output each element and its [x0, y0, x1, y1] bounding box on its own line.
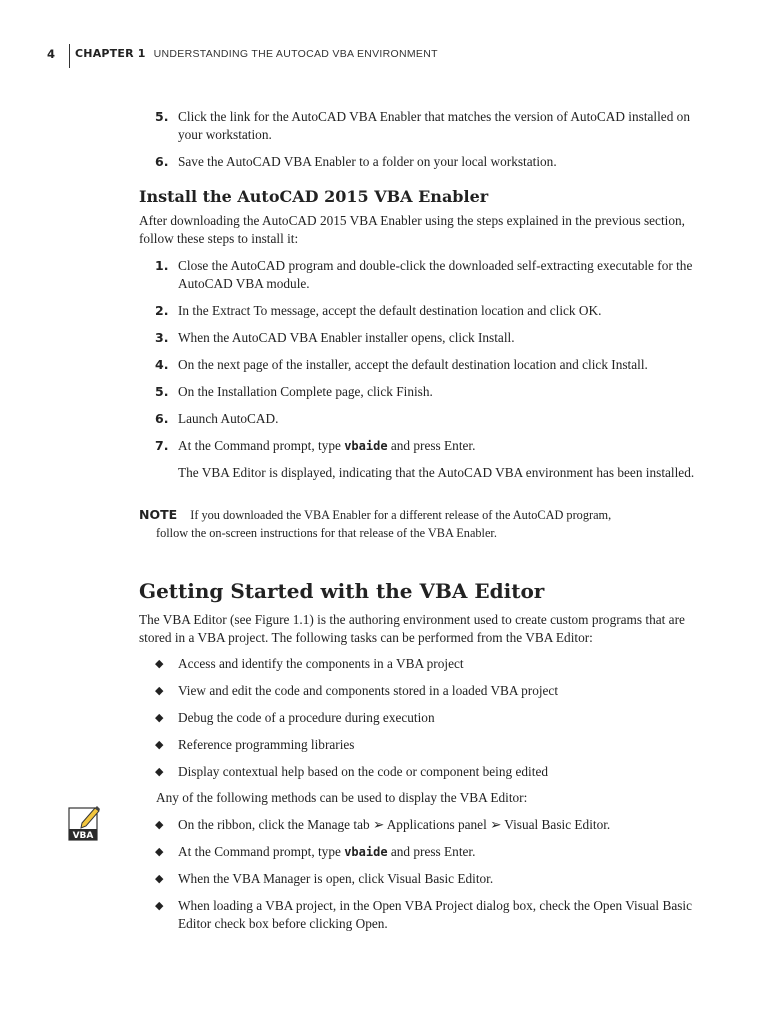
- command-code: vbaide: [344, 439, 388, 453]
- bullet-icon: ◆: [155, 900, 164, 912]
- step-result: [155, 464, 715, 482]
- method-text: On the ribbon, click the Manage tab ➢ Applications panel ➢ Visual Basic Editor.: [178, 817, 611, 832]
- list-item: [155, 843, 715, 861]
- step-text-pre: At the Command prompt, type: [178, 438, 345, 453]
- download-steps-list: [155, 108, 715, 171]
- note-text-line1: If you downloaded the VBA Enabler for a different release of the AutoCAD program,: [190, 508, 612, 522]
- step-text: Launch AutoCAD.: [178, 411, 279, 426]
- step-number: 6.: [155, 154, 169, 169]
- step-text: Save the AutoCAD VBA Enabler to a folder on your local workstation.: [178, 154, 557, 169]
- list-item: [155, 108, 715, 144]
- bullet-icon: ◆: [155, 766, 164, 778]
- step-text: Click the link for the AutoCAD VBA Enabler that matches the version of AutoCAD installed on your workstation.: [178, 109, 690, 142]
- command-code: vbaide: [344, 845, 388, 859]
- chapter-label: CHAPTER 1: [75, 47, 146, 60]
- task-text: View and edit the code and components stored in a loaded VBA project: [178, 683, 559, 698]
- list-item: [155, 356, 715, 374]
- step-number: 4.: [155, 357, 169, 372]
- method-text: When the VBA Manager is open, click Visual Basic Editor.: [178, 871, 494, 886]
- task-list: [155, 655, 715, 781]
- running-header: [47, 44, 438, 70]
- step-number: 5.: [155, 384, 169, 399]
- install-intro: After downloading the AutoCAD 2015 VBA Enabler using the steps explained in the previous section, follow these steps to install it:: [139, 213, 685, 246]
- list-item: [155, 302, 715, 320]
- task-text: Reference programming libraries: [178, 737, 355, 752]
- step-number: 7.: [155, 438, 169, 453]
- getting-started-intro: The VBA Editor (see Figure 1.1) is the authoring environment used to create custom programs that are stored in a VBA project. The following tasks can be performed from the VBA Editor:: [139, 612, 685, 645]
- step-number: 2.: [155, 303, 169, 318]
- list-item: [155, 709, 715, 727]
- list-item: [155, 410, 715, 428]
- vba-icon-label: VBA: [72, 831, 94, 841]
- step-text: In the Extract To message, accept the default destination location and click OK.: [178, 303, 602, 318]
- list-item: [155, 329, 715, 347]
- step-number: 5.: [155, 109, 169, 124]
- header-divider: [69, 44, 70, 68]
- bullet-icon: ◆: [155, 658, 164, 670]
- methods-intro: Any of the following methods can be used to display the VBA Editor:: [156, 790, 528, 805]
- bullet-icon: ◆: [155, 712, 164, 724]
- step-text: Close the AutoCAD program and double-click the downloaded self-extracting executable for the AutoCAD VBA module.: [178, 258, 693, 291]
- list-item: [155, 655, 715, 673]
- page-number: 4: [47, 47, 56, 61]
- bullet-icon: ◆: [155, 819, 164, 831]
- list-item: [155, 736, 715, 754]
- chapter-title: UNDERSTANDING THE AUTOCAD VBA ENVIRONMENT: [153, 48, 438, 60]
- note-block: [139, 506, 699, 542]
- step-result-text: The VBA Editor is displayed, indicating that the AutoCAD VBA environment has been installed.: [178, 465, 695, 480]
- section-heading-getting-started: Getting Started with the VBA Editor: [139, 579, 545, 603]
- bullet-icon: ◆: [155, 739, 164, 751]
- task-text: Access and identify the components in a VBA project: [178, 656, 464, 671]
- step-text: On the next page of the installer, accept the default destination location and click Install.: [178, 357, 648, 372]
- list-item: [155, 763, 715, 781]
- step-number: 1.: [155, 258, 169, 273]
- bullet-icon: ◆: [155, 846, 164, 858]
- section-heading-install: Install the AutoCAD 2015 VBA Enabler: [139, 187, 489, 206]
- step-number: 6.: [155, 411, 169, 426]
- note-text-line2: follow the on-screen instructions for that release of the VBA Enabler.: [156, 526, 497, 540]
- list-item: [155, 870, 715, 888]
- list-item: [155, 153, 715, 171]
- method-text: When loading a VBA project, in the Open VBA Project dialog box, check the Open Visual Basic Editor check box before clicking Open.: [178, 898, 692, 931]
- task-text: Debug the code of a procedure during execution: [178, 710, 435, 725]
- list-item: [155, 682, 715, 700]
- method-list: [155, 816, 715, 933]
- bullet-icon: ◆: [155, 873, 164, 885]
- step-text: When the AutoCAD VBA Enabler installer opens, click Install.: [178, 330, 515, 345]
- step-text-post: and press Enter.: [387, 438, 476, 453]
- list-item: [155, 383, 715, 401]
- task-text: Display contextual help based on the code or component being edited: [178, 764, 548, 779]
- list-item: [155, 257, 715, 293]
- install-steps-list: [155, 257, 715, 482]
- step-text: On the Installation Complete page, click Finish.: [178, 384, 433, 399]
- method-text-post: and press Enter.: [387, 844, 476, 859]
- bullet-icon: ◆: [155, 685, 164, 697]
- list-item: [155, 897, 715, 933]
- list-item: [155, 816, 715, 834]
- step-number: 3.: [155, 330, 169, 345]
- note-label: NOTE: [139, 507, 178, 522]
- list-item: [155, 437, 715, 455]
- method-text-pre: At the Command prompt, type: [178, 844, 345, 859]
- vba-pencil-icon: [68, 805, 100, 841]
